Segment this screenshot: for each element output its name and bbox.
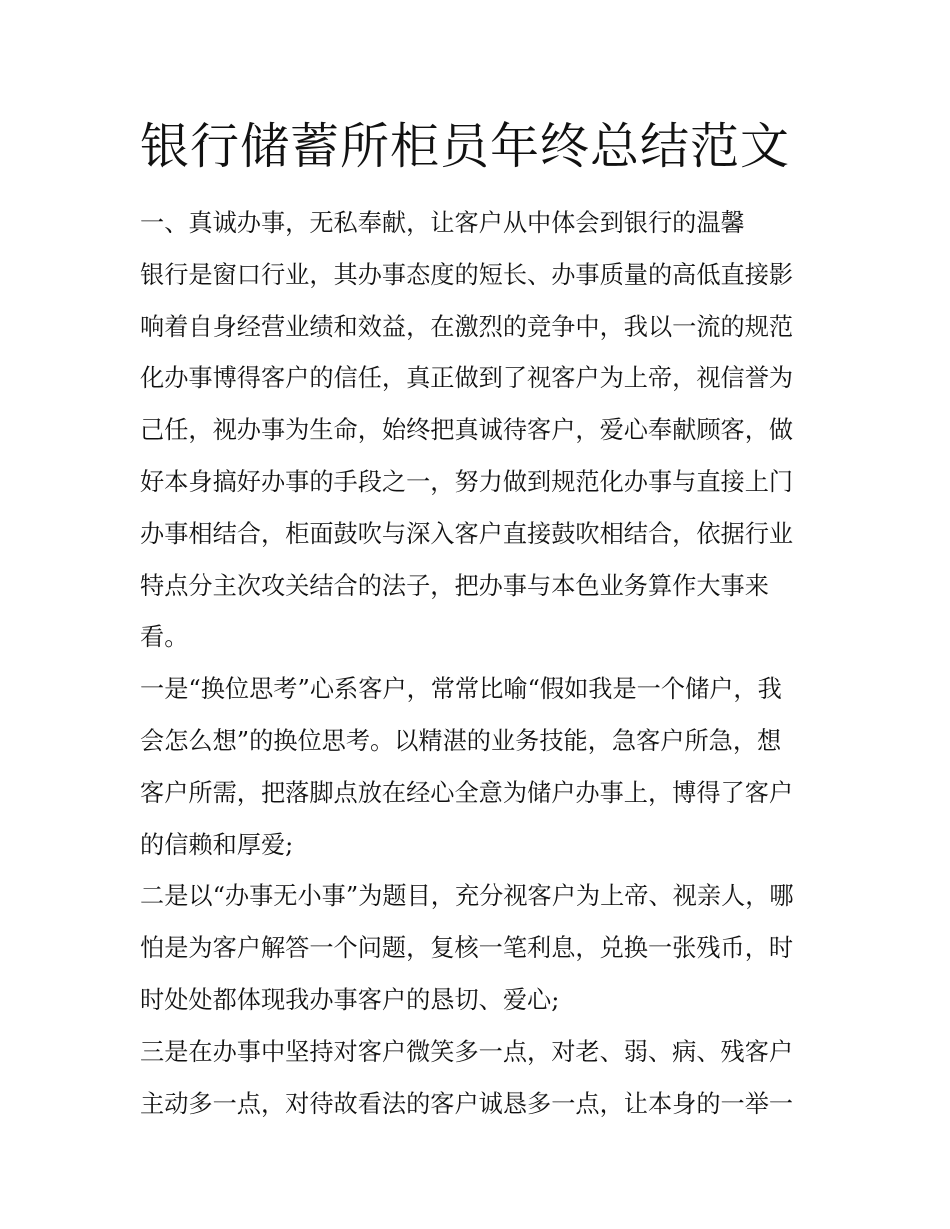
text-line: 办事相结合，柜面鼓吹与深入客户直接鼓吹相结合，依据行业 <box>140 519 794 548</box>
text-line: 化办事博得客户的信任，真正做到了视客户为上帝，视信誉为 <box>140 364 794 393</box>
text-line: 主动多一点，对待故看法的客户诚恳多一点，让本身的一举一 <box>140 1089 794 1118</box>
text-line: 特点分主次攻关结合的法子，把办事与本色业务算作大事来 <box>140 571 769 600</box>
text-line: 客户所需，把落脚点放在经心全意为储户办事上，博得了客户 <box>140 778 794 807</box>
text-line: 响着自身经营业绩和效益，在激烈的竞争中，我以一流的规范 <box>140 312 794 341</box>
text-line: 银行是窗口行业，其办事态度的短长、办事质量的高低直接影 <box>140 260 794 289</box>
text-line: 怕是为客户解答一个问题，复核一笔利息，兑换一张残币，时 <box>140 934 794 963</box>
text-line: 一、真诚办事，无私奉献，让客户从中体会到银行的温馨 <box>140 209 745 237</box>
text-line: 会怎么想”的换位思考。以精湛的业务技能，急客户所急，想 <box>140 726 782 755</box>
text-line: 时处处都体现我办事客户的恳切、爱心; <box>140 985 560 1014</box>
text-line: 一是“换位思考”心系客户，常常比喻“假如我是一个储户，我 <box>140 675 782 704</box>
text-line: 二是以“办事无小事”为题目，充分视客户为上帝、视亲人，哪 <box>140 882 794 911</box>
text-line: 的信赖和厚爱; <box>140 830 294 859</box>
document-body <box>140 198 820 1130</box>
text-line: 看。 <box>140 623 189 652</box>
document-title: 银行储蓄所柜员年终总结范文 <box>140 118 791 175</box>
text-line: 好本身搞好办事的手段之一，努力做到规范化办事与直接上门 <box>140 467 794 496</box>
text-line: 三是在办事中坚持对客户微笑多一点，对老、弱、病、残客户 <box>140 1037 794 1066</box>
text-line: 己任，视办事为生命，始终把真诚待客户，爱心奉献顾客，做 <box>140 416 794 445</box>
